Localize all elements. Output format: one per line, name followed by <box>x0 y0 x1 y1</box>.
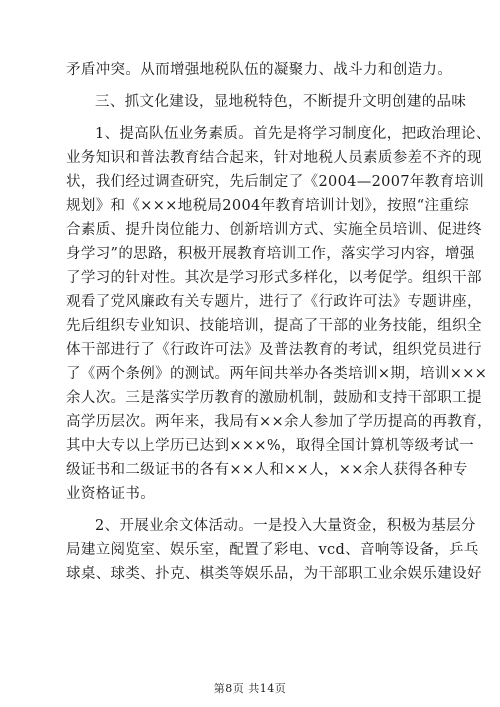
paragraph-line: 高学历层次。两年来，我局有××余人参加了学历提高的再教育， <box>66 414 492 430</box>
document-body <box>66 58 492 586</box>
paragraph-line: 合素质、提升岗位能力、创新培训方式、实施全员培训、促进终 <box>66 222 482 238</box>
paragraph-line: 球桌、球类、扑克、棋类等娱乐品，为干部职工业余娱乐建设好 <box>66 566 482 582</box>
paragraph-line: 体干部进行了《行政许可法》及普法教育的考试，组织党员进行 <box>66 342 482 358</box>
paragraph-line: 规划》和《×××地税局2004年教育培训计划》，按照“注重综 <box>66 198 470 214</box>
paragraph-line: 2、开展业余文体活动。一是投入大量资金，积极为基层分 <box>95 518 476 534</box>
paragraph-line: 先后组织专业知识、技能培训，提高了干部的业务技能，组织全 <box>66 318 482 334</box>
paragraph-line: 身学习”的思路，积极开展教育培训工作，落实学习内容，增强 <box>66 246 475 262</box>
paragraph-activities <box>66 514 482 586</box>
paragraph-line: 业资格证书。 <box>66 486 156 502</box>
paragraph-line: 状，我们经过调查研究，先后制定了《2004—2007年教育培训 <box>66 174 485 190</box>
paragraph-continuation: 矛盾冲突。从而增强地税队伍的凝聚力、战斗力和创造力。 <box>66 62 453 78</box>
paragraph-line: 级证书和二级证书的各有××人和××人，××余人获得各种专 <box>66 462 468 478</box>
paragraph-line: 观看了党风廉政有关专题片，进行了《行政许可法》专题讲座， <box>66 294 482 310</box>
paragraph-line: 余人次。三是落实学历教育的激励机制，鼓励和支持干部职工提 <box>66 390 482 406</box>
paragraph-line: 局建立阅览室、娱乐室，配置了彩电、vcd、音响等设备，乒乓 <box>66 542 479 558</box>
paragraph-line: 了学习的针对性。其次是学习形式多样化，以考促学。组织干部 <box>66 270 482 286</box>
paragraph-line: 业务知识和普法教育结合起来，针对地税人员素质参差不齐的现 <box>66 150 482 166</box>
section-heading: 三、抓文化建设，显地税特色，不断提升文明创建的品味 <box>95 94 467 110</box>
paragraph-line: 其中大专以上学历已达到×××%，取得全国计算机等级考试一 <box>66 438 475 454</box>
paragraph-line: 了《两个条例》的测试。两年间共举办各类培训×期，培训××× <box>66 366 488 382</box>
paragraph-line: 1、提高队伍业务素质。首先是将学习制度化，把政治理论、 <box>95 126 491 142</box>
page-number-footer: 第8页 共14页 <box>213 682 287 695</box>
paragraph-training <box>66 122 492 506</box>
